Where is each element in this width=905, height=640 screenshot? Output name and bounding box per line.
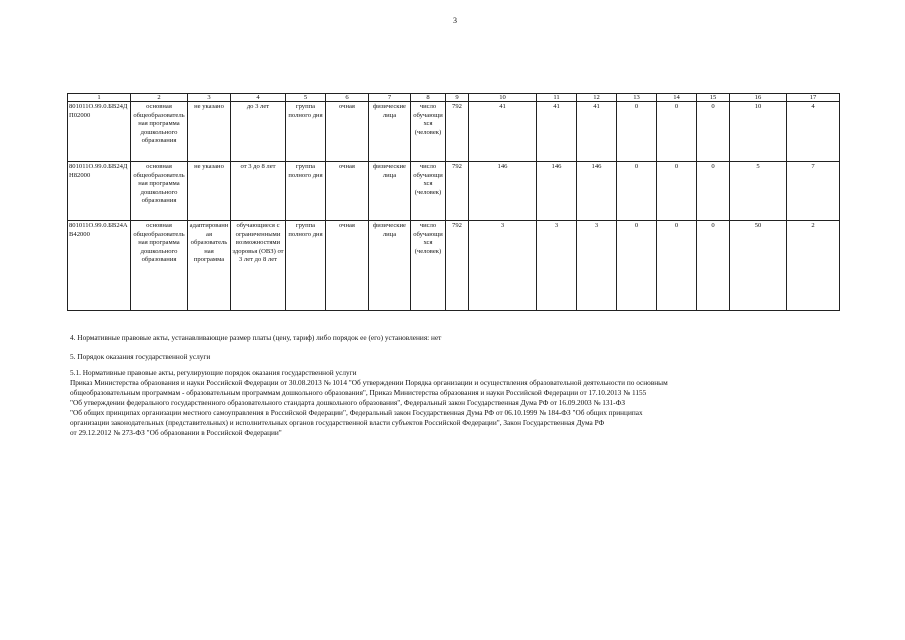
column-number: 4 [231,94,286,102]
value-cell: 0 [657,221,697,311]
value-cell: 0 [697,221,730,311]
column-number: 9 [446,94,469,102]
program-cell: основная общеобразовательная программа дошкольного образования [131,162,188,221]
value-cell: 41 [469,102,537,162]
indicator-cell: число обучающихся (человек) [411,221,446,311]
okei-code-cell: 792 [446,221,469,311]
column-number: 2 [131,94,188,102]
value-cell: 0 [657,102,697,162]
column-number: 12 [577,94,617,102]
form-cell: очная [326,102,369,162]
program-cell: основная общеобразовательная программа дошкольного образования [131,221,188,311]
form-cell: очная [326,162,369,221]
regulation-line: от 29.12.2012 № 273-ФЗ "Об образовании в Российской Федерации" [70,428,282,437]
service-volume-table [67,93,840,311]
value-cell: 3 [469,221,537,311]
age-cell: от 3 до 8 лет [231,162,286,221]
registry-code-cell: 801011О.99.0.БВ24ДП02000 [68,102,131,162]
table-row [68,102,840,162]
indicator-cell: число обучающихся (человек) [411,102,446,162]
value-cell: 2 [787,221,840,311]
program-type-cell: не указано [188,162,231,221]
program-type-cell: не указано [188,102,231,162]
column-number: 13 [617,94,657,102]
value-cell: 0 [617,102,657,162]
section-5-1-heading: 5.1. Нормативные правовые акты, регулирующие порядок оказания государственной услуги [70,368,357,377]
registry-code-cell: 801011О.99.0.БВ24АВ42000 [68,221,131,311]
regulation-line: общеобразовательным программам - образовательным программам дошкольного образования", Приказ Министерства образования и науки Российской Федерации от 17.10.2013 № 1155 [70,388,647,397]
consumer-cell: физические лица [369,221,411,311]
table-row [68,221,840,311]
program-cell: основная общеобразовательная программа дошкольного образования [131,102,188,162]
value-cell: 3 [577,221,617,311]
value-cell: 41 [537,102,577,162]
stay-mode-cell: группа полного дня [286,221,326,311]
column-number: 11 [537,94,577,102]
stay-mode-cell: группа полного дня [286,102,326,162]
regulation-line: "Об утверждении федерального государственного образовательного стандарта дошкольного образования", Федеральный закон Государственная Дума РФ от 16.09.2003 № 131-ФЗ [70,398,626,407]
value-cell: 0 [697,162,730,221]
value-cell: 4 [787,102,840,162]
regulation-line: "Об общих принципах организации местного самоуправления в Российской Федерации", Федеральный закон Государственная Дума РФ от 06.10.1999 № 184-ФЗ "Об общих принципах [70,408,643,417]
value-cell: 146 [577,162,617,221]
value-cell: 146 [469,162,537,221]
value-cell: 50 [730,221,787,311]
column-number: 8 [411,94,446,102]
value-cell: 10 [730,102,787,162]
program-type-cell: адаптированная образовательная программа [188,221,231,311]
value-cell: 3 [537,221,577,311]
table-row [68,162,840,221]
stay-mode-cell: группа полного дня [286,162,326,221]
okei-code-cell: 792 [446,102,469,162]
value-cell: 7 [787,162,840,221]
column-number: 16 [730,94,787,102]
age-cell: до 3 лет [231,102,286,162]
regulation-line: Приказ Министерства образования и науки Российской Федерации от 30.08.2013 № 1014 "Об утверждении Порядка организации и осуществления образовательной деятельности по основным [70,378,668,387]
column-number: 10 [469,94,537,102]
indicator-cell: число обучающихся (человек) [411,162,446,221]
column-number: 17 [787,94,840,102]
regulation-line: организации законодательных (представительных) и исполнительных органов государственной власти субъектов Российской Федерации", Закон Государственная Дума РФ [70,418,605,427]
section-4-text: 4. Нормативные правовые акты, устанавливающие размер платы (цену, тариф) либо порядок ее (его) установления: нет [70,333,442,342]
value-cell: 0 [697,102,730,162]
column-number: 6 [326,94,369,102]
column-number: 15 [697,94,730,102]
form-cell: очная [326,221,369,311]
registry-code-cell: 801011О.99.0.БВ24ДН82000 [68,162,131,221]
value-cell: 0 [617,162,657,221]
value-cell: 146 [537,162,577,221]
value-cell: 0 [657,162,697,221]
normative-acts-section [70,333,850,438]
value-cell: 41 [577,102,617,162]
age-cell: обучающиеся с ограниченными возможностями здоровья (ОВЗ) от 3 лет до 8 лет [231,221,286,311]
value-cell: 0 [617,221,657,311]
okei-code-cell: 792 [446,162,469,221]
value-cell: 5 [730,162,787,221]
column-number: 7 [369,94,411,102]
column-number: 1 [68,94,131,102]
section-5-heading: 5. Порядок оказания государственной услуги [70,352,211,361]
table-header-row [68,94,840,102]
column-number: 3 [188,94,231,102]
page-number: 3 [453,16,457,25]
consumer-cell: физические лица [369,102,411,162]
column-number: 5 [286,94,326,102]
consumer-cell: физические лица [369,162,411,221]
column-number: 14 [657,94,697,102]
